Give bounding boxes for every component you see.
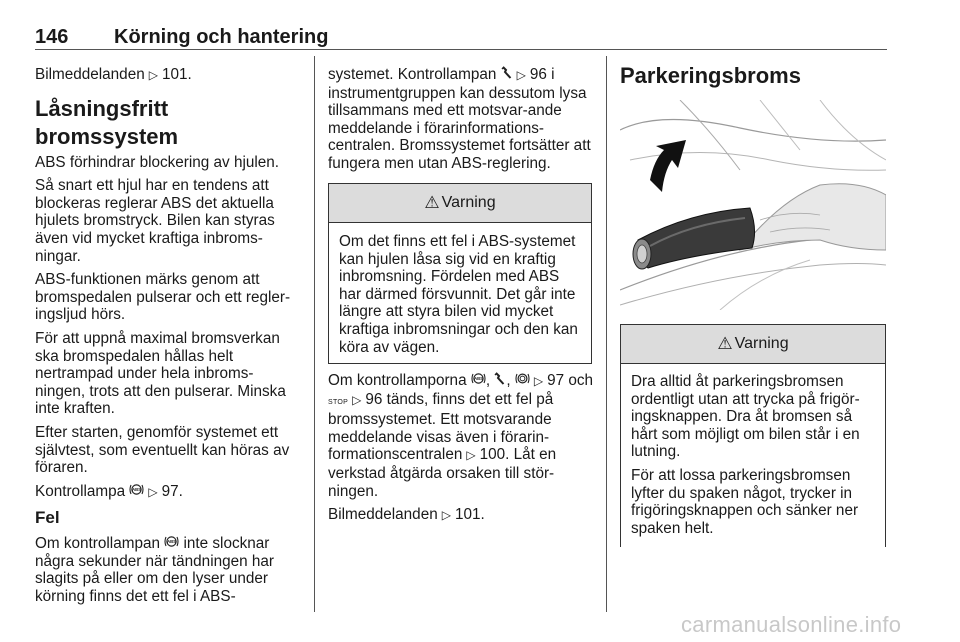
bilmeddelanden-ref-line: Bilmeddelanden ▷ 101. — [328, 506, 485, 524]
warning-triangle-icon: ⚠ — [424, 193, 440, 212]
paragraph: ABS-funktionen märks genom att bromspedalen pulserar och ett regler-ingsljud hörs. — [35, 271, 291, 324]
brake-lamp-icon — [515, 372, 530, 390]
section-title-parkeringsbroms: Parkeringsbroms — [620, 63, 801, 88]
paragraph: Om kontrollamporna ABS , , ▷ 97 och STOP ▷ 96 tänds, finns det ett fel på bromssystemet. Ett motsvarande meddelande visas även i förarin-formationscentralen ▷ 100. Låt en verkstad åtgärda orsaken till stör-ningen. — [328, 372, 593, 500]
column-divider-1 — [314, 56, 315, 612]
subheading-fel: Fel — [35, 508, 60, 528]
paragraph: För att uppnå maximal bromsverkan ska bromspedalen hållas helt nertrampad under hela inbroms-ningen, trots att den pulserar. Minska inte kraften. — [35, 329, 286, 418]
svg-text:ABS: ABS — [132, 486, 142, 492]
abs-lamp-icon — [164, 535, 179, 553]
wrench-lamp-icon — [501, 66, 513, 84]
page-ref-arrow-icon: ▷ — [466, 448, 476, 463]
page-ref-arrow-icon: ▷ — [148, 68, 158, 82]
header-rule — [35, 49, 887, 50]
warning-header: ⚠ Varning — [329, 184, 591, 223]
warning-box-abs — [328, 183, 592, 364]
stop-lamp-icon: STOP — [328, 398, 349, 406]
column-2 — [328, 66, 593, 179]
column-divider-2 — [606, 56, 607, 612]
page-number: 146 — [35, 26, 69, 48]
svg-text:ABS: ABS — [473, 376, 483, 382]
warning-header: ⚠ Varning — [621, 325, 885, 364]
section-title-abs: Låsningsfritt bromssystem — [35, 95, 179, 149]
paragraph: Kontrollampa ABS ▷ 97. — [35, 482, 183, 500]
column-2-lower — [328, 372, 593, 531]
bilmeddelanden-ref-line: Bilmeddelanden ▷ 101. — [35, 66, 192, 83]
paragraph: systemet. Kontrollampan ▷ 96 i instrumentgruppen kan dessutom lysa tillsammans med ett motsvar-ande meddelande i förarinformations-centralen. Bromssystemet fortsätter att fungera men utan ABS-reglering. — [328, 66, 591, 172]
page-ref-arrow-icon: ▷ — [441, 508, 451, 523]
paragraph: Efter starten, genomför systemet ett självtest, som eventuellt kan höras av föraren. — [35, 423, 290, 477]
svg-text:ABS: ABS — [167, 539, 177, 545]
abs-lamp-icon — [471, 372, 486, 390]
page-ref-arrow-icon: ▷ — [148, 484, 158, 499]
paragraph: ABS förhindrar blockering av hjulen. — [35, 153, 280, 171]
warning-triangle-icon: ⚠ — [717, 334, 733, 353]
warning-body: Om det finns ett fel i ABS-systemet kan hjulen låsa sig vid en kraftig inbromsning. Fördelen med ABS har därmed försvunnit. Det går inte längre att styra bilen vid mycket kraftiga inbromsningar och den kan köra av vägen. — [339, 233, 578, 356]
wrench-lamp-icon — [494, 372, 506, 390]
column-3 — [620, 62, 886, 93]
paragraph: Så snart ett hjul har en tendens att blockeras reglerar ABS det aktuella hjulets bromstryck. Bilen kan styras även vid mycket kraftiga inbroms-ningar. — [35, 177, 275, 265]
watermark: carmanualsonline.info — [681, 612, 902, 637]
page-ref-arrow-icon: ▷ — [533, 374, 544, 388]
warning-body: Dra alltid åt parkeringsbromsen ordentligt utan att trycka på frigör-ingsknappen. Dra åt bromsen så hårt som möjligt om bilen står i en lutning. För att lossa parkeringsbromsen lyfter du spaken något, trycker in frigöringsknappen och sänker ner spaken helt. — [631, 373, 860, 537]
chapter-title: Körning och hantering — [114, 26, 329, 48]
page-ref-arrow-icon: ▷ — [516, 68, 526, 82]
abs-lamp-icon — [129, 483, 144, 501]
page-ref-arrow-icon: ▷ — [352, 392, 362, 407]
column-1 — [35, 66, 303, 612]
parking-brake-illustration — [620, 100, 886, 310]
paragraph: Om kontrollampan ABS inte slocknar några sekunder när tändningen har slagits på eller om den lyser under körning finns det ett fel i ABS- — [35, 535, 274, 606]
warning-box-parking-brake — [620, 324, 886, 547]
